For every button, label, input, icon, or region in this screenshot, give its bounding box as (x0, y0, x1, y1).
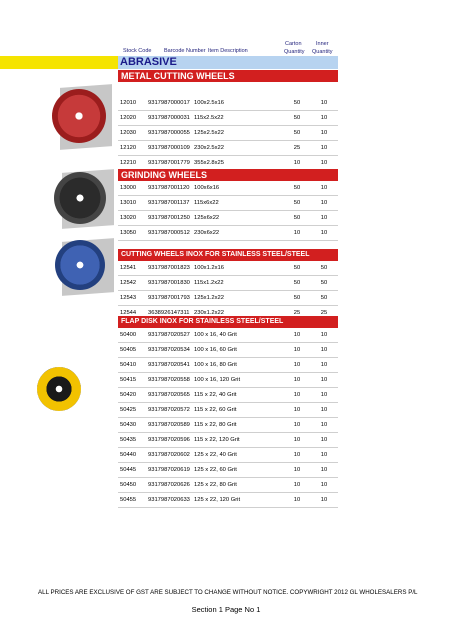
stock-code-cell: 50410 (118, 358, 148, 373)
inner-quantity-cell: 10 (310, 433, 338, 448)
item-description-cell: 125 x 22, 60 Grit (194, 463, 284, 478)
barcode-cell: 9317987020619 (148, 463, 194, 478)
stock-code-cell: 50450 (118, 478, 148, 493)
carton-quantity-cell: 10 (284, 226, 310, 241)
barcode-cell: 9317987020596 (148, 433, 194, 448)
item-description-cell: 355x2.8x25 (194, 156, 284, 171)
stock-code-cell: 12120 (118, 141, 148, 156)
carton-quantity-cell: 50 (284, 111, 310, 126)
stock-code-cell: 12010 (118, 96, 148, 111)
stock-code-cell: 13000 (118, 181, 148, 196)
inner-quantity-cell: 10 (310, 111, 338, 126)
inner-quantity-cell: 10 (310, 478, 338, 493)
item-description-cell: 125 x 22, 120 Grit (194, 493, 284, 508)
stock-code-cell: 50415 (118, 373, 148, 388)
barcode-cell: 3638926147311 (148, 306, 194, 321)
carton-quantity-cell: 10 (284, 388, 310, 403)
barcode-cell: 9317987001120 (148, 181, 194, 196)
section-table-metal-cutting (118, 96, 338, 171)
item-description-cell: 230x6x22 (194, 226, 284, 241)
barcode-cell: 9317987020572 (148, 403, 194, 418)
section-title-metal-cutting: METAL CUTTING WHEELS (118, 70, 338, 82)
carton-quantity-cell: 50 (284, 261, 310, 276)
inner-quantity-cell: 50 (310, 276, 338, 291)
item-description-cell: 125x1.2x22 (194, 291, 284, 306)
inner-quantity-cell: 10 (310, 463, 338, 478)
item-description-cell: 230x1.2x22 (194, 306, 284, 321)
stock-code-cell: 50435 (118, 433, 148, 448)
item-description-cell: 115 x 22, 60 Grit (194, 403, 284, 418)
carton-quantity-cell: 25 (284, 141, 310, 156)
barcode-cell: 9317987001823 (148, 261, 194, 276)
carton-quantity-cell: 50 (284, 211, 310, 226)
barcode-cell: 9317987020565 (148, 388, 194, 403)
table-row (118, 111, 338, 126)
inner-quantity-cell: 10 (310, 358, 338, 373)
stock-code-cell: 12544 (118, 306, 148, 321)
header-barcode-number: Barcode Number (164, 48, 206, 54)
stock-code-cell: 13050 (118, 226, 148, 241)
carton-quantity-cell: 50 (284, 181, 310, 196)
table-row (118, 388, 338, 403)
section-title-grinding: GRINDING WHEELS (118, 169, 338, 181)
section-table-cutting-inox (118, 261, 338, 321)
stock-code-cell: 50455 (118, 493, 148, 508)
header-item-description: Item Description (208, 48, 248, 54)
header-carton: Carton (285, 41, 302, 47)
carton-quantity-cell: 50 (284, 96, 310, 111)
stock-code-cell: 12543 (118, 291, 148, 306)
item-description-cell: 125 x 22, 80 Grit (194, 478, 284, 493)
barcode-cell: 9317987001250 (148, 211, 194, 226)
item-description-cell: 125 x 22, 40 Grit (194, 448, 284, 463)
table-row (118, 126, 338, 141)
barcode-cell: 9317987020626 (148, 478, 194, 493)
item-description-cell: 100x1.2x16 (194, 261, 284, 276)
item-description-cell: 230x2.5x22 (194, 141, 284, 156)
stock-code-cell: 12030 (118, 126, 148, 141)
header-stock-code: Stock Code (123, 48, 152, 54)
item-description-cell: 125x2.5x22 (194, 126, 284, 141)
item-description-cell: 115 x 22, 120 Grit (194, 433, 284, 448)
table-row (118, 403, 338, 418)
stock-code-cell: 12541 (118, 261, 148, 276)
inner-quantity-cell: 10 (310, 226, 338, 241)
barcode-cell: 9317987000031 (148, 111, 194, 126)
table-row (118, 448, 338, 463)
item-description-cell: 115x6x22 (194, 196, 284, 211)
table-row (118, 343, 338, 358)
barcode-cell: 9317987020633 (148, 493, 194, 508)
table-row (118, 291, 338, 306)
barcode-cell: 9317987000055 (148, 126, 194, 141)
inner-quantity-cell: 50 (310, 261, 338, 276)
table-row (118, 493, 338, 508)
category-title: ABRASIVE (120, 56, 177, 68)
table-row (118, 276, 338, 291)
table-row (118, 226, 338, 241)
item-description-cell: 115 x 22, 80 Grit (194, 418, 284, 433)
stock-code-cell: 12210 (118, 156, 148, 171)
table-row (118, 96, 338, 111)
item-description-cell: 125x6x22 (194, 211, 284, 226)
barcode-cell: 9317987001793 (148, 291, 194, 306)
stock-code-cell: 12542 (118, 276, 148, 291)
section-title-cutting-inox: CUTTING WHEELS INOX FOR STAINLESS STEEL/STEEL (118, 249, 338, 261)
section-table-grinding (118, 181, 338, 241)
inner-quantity-cell: 10 (310, 328, 338, 343)
barcode-cell: 9317987000109 (148, 141, 194, 156)
page-number: Section 1 Page No 1 (191, 605, 261, 614)
barcode-cell: 9317987020602 (148, 448, 194, 463)
carton-quantity-cell: 10 (284, 358, 310, 373)
item-description-cell: 100 x 16, 120 Grit (194, 373, 284, 388)
section-table-flap-disk (118, 328, 338, 508)
stock-code-cell: 50445 (118, 463, 148, 478)
carton-quantity-cell: 10 (284, 478, 310, 493)
carton-quantity-cell: 50 (284, 126, 310, 141)
yellow-band (0, 56, 118, 69)
table-row (118, 328, 338, 343)
header-carton-quantity: Quantity (284, 49, 305, 55)
inner-quantity-cell: 10 (310, 403, 338, 418)
carton-quantity-cell: 50 (284, 196, 310, 211)
table-row (118, 463, 338, 478)
barcode-cell: 9317987000512 (148, 226, 194, 241)
stock-code-cell: 13020 (118, 211, 148, 226)
section-title-flap-disk: FLAP DISK INOX FOR STAINLESS STEEL/STEEL (118, 316, 338, 328)
stock-code-cell: 50405 (118, 343, 148, 358)
inner-quantity-cell: 50 (310, 291, 338, 306)
carton-quantity-cell: 10 (284, 373, 310, 388)
table-row (118, 211, 338, 226)
carton-quantity-cell: 10 (284, 328, 310, 343)
table-row (118, 261, 338, 276)
stock-code-cell: 50430 (118, 418, 148, 433)
carton-quantity-cell: 10 (284, 403, 310, 418)
inner-quantity-cell: 10 (310, 373, 338, 388)
table-row (118, 358, 338, 373)
carton-quantity-cell: 10 (284, 343, 310, 358)
inner-quantity-cell: 10 (310, 96, 338, 111)
table-row (118, 196, 338, 211)
carton-quantity-cell: 25 (284, 306, 310, 321)
footer-notice: ALL PRICES ARE EXCLUSIVE OF GST ARE SUBJECT TO CHANGE WITHOUT NOTICE. COPYWRIGHT 2012 GL WHOLESALERS P/L (38, 589, 418, 596)
metal-cutting-wheel-image (52, 89, 106, 143)
stock-code-cell: 50400 (118, 328, 148, 343)
carton-quantity-cell: 10 (284, 156, 310, 171)
table-row (118, 478, 338, 493)
table-row (118, 433, 338, 448)
barcode-cell: 9317987001830 (148, 276, 194, 291)
item-description-cell: 100x6x16 (194, 181, 284, 196)
stock-code-cell: 50425 (118, 403, 148, 418)
header-inner-quantity: Quantity (312, 49, 333, 55)
table-row (118, 418, 338, 433)
carton-quantity-cell: 10 (284, 463, 310, 478)
barcode-cell: 9317987020534 (148, 343, 194, 358)
barcode-cell: 9317987001137 (148, 196, 194, 211)
item-description-cell: 100 x 16, 60 Grit (194, 343, 284, 358)
item-description-cell: 100 x 16, 80 Grit (194, 358, 284, 373)
stock-code-cell: 12020 (118, 111, 148, 126)
barcode-cell: 9317987020558 (148, 373, 194, 388)
inner-quantity-cell: 10 (310, 126, 338, 141)
item-description-cell: 100 x 16, 40 Grit (194, 328, 284, 343)
grinding-wheel-image (54, 172, 106, 224)
inner-quantity-cell: 10 (310, 343, 338, 358)
stock-code-cell: 50440 (118, 448, 148, 463)
carton-quantity-cell: 50 (284, 276, 310, 291)
inner-quantity-cell: 10 (310, 493, 338, 508)
inner-quantity-cell: 10 (310, 196, 338, 211)
table-row (118, 181, 338, 196)
barcode-cell: 9317987020527 (148, 328, 194, 343)
inner-quantity-cell: 10 (310, 388, 338, 403)
item-description-cell: 100x2.5x16 (194, 96, 284, 111)
inner-quantity-cell: 10 (310, 211, 338, 226)
inner-quantity-cell: 25 (310, 306, 338, 321)
inner-quantity-cell: 10 (310, 141, 338, 156)
barcode-cell: 9317987001779 (148, 156, 194, 171)
carton-quantity-cell: 10 (284, 448, 310, 463)
carton-quantity-cell: 10 (284, 433, 310, 448)
item-description-cell: 115x2.5x22 (194, 111, 284, 126)
barcode-cell: 9317987020541 (148, 358, 194, 373)
carton-quantity-cell: 10 (284, 493, 310, 508)
table-row (118, 373, 338, 388)
inner-quantity-cell: 10 (310, 418, 338, 433)
carton-quantity-cell: 10 (284, 418, 310, 433)
item-description-cell: 115x1.2x22 (194, 276, 284, 291)
stock-code-cell: 13010 (118, 196, 148, 211)
item-description-cell: 115 x 22, 40 Grit (194, 388, 284, 403)
barcode-cell: 9317987000017 (148, 96, 194, 111)
cutting-inox-wheel-image (55, 240, 105, 290)
carton-quantity-cell: 50 (284, 291, 310, 306)
barcode-cell: 9317987020589 (148, 418, 194, 433)
header-inner: Inner (316, 41, 329, 47)
column-header (118, 37, 338, 57)
inner-quantity-cell: 10 (310, 181, 338, 196)
inner-quantity-cell: 10 (310, 156, 338, 171)
inner-quantity-cell: 10 (310, 448, 338, 463)
flap-disk-image (37, 367, 81, 411)
table-row (118, 141, 338, 156)
stock-code-cell: 50420 (118, 388, 148, 403)
